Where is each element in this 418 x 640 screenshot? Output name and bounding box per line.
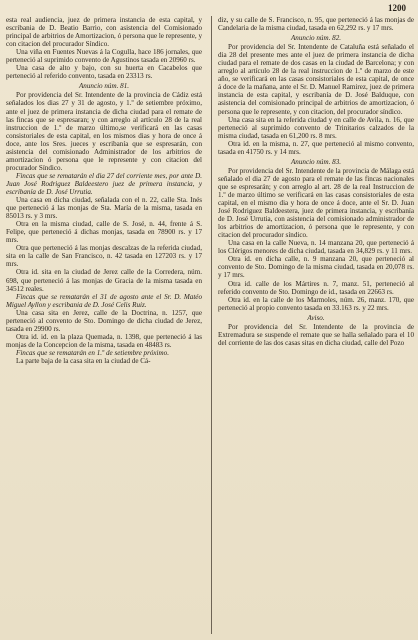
paragraph: Fincas que se rematarán en 1.º de setiembre próximo. — [16, 348, 169, 357]
paragraph: Otra id. en la calle de los Marmoles, núm. 26, manz. 170, que perteneció al propio convento tasada en 33.163 rs. y 22 mrs. — [218, 295, 414, 312]
paragraph: Fincas que se rematarán el dia 27 del corriente mes, por ante D. Juan José Rodriguez Baldeestero juez de primera instancia, y escribanía de D. José Urrutia. — [6, 171, 202, 196]
paragraph: Por providencia del Sr. Intendente de la provincia de Extremadura se suspende el remate que se halla señalado para el 10 del corriente de las dos casas sitas en dicha ciudad, calle del Pozo — [218, 322, 414, 347]
right-column — [218, 16, 414, 636]
paragraph: Fincas que se rematarán el 31 de agosto ante el Sr. D. Matéo Miguel Ayllon y escribania de D. José Celis Ruiz. — [6, 292, 202, 309]
paragraph: Una casa sita en Jerez, calle de la Doctrina, n. 1257, que perteneció al convento de Sto. Domingo de dicha ciudad de Jerez, tasada en 29900 rs. — [6, 308, 202, 333]
column-divider — [211, 16, 212, 634]
paragraph: Una casa en la calle Nueva, n. 14 manzana 20, que perteneció á los Clérigos menores de dicha ciudad, tasada en 34,829 rs. y 11 mrs. — [218, 239, 414, 256]
section-heading: Anuncio núm. 82. — [290, 34, 342, 43]
paragraph: Una casa de alto y bajo, con su huerta en Cacabelos que perteneció al referido convento, tasada en 23313 rs. — [6, 64, 202, 81]
paragraph: Una casa en dicha ciudad, señalada con el n. 22, calle Sta. Inés que perteneció á las monjas de Sta. María de la misma, tasada en 85013 rs. y 3 mrs. — [6, 196, 202, 221]
paragraph: Por providencia del Sr. Intendente de la provincia de Málaga está señalado el dia 27 de agosto para el remate de las fincas nacionales que se espresarán; y con arreglo al art. 28 de la real Instruccion de 1.º de marzo último se verificará en las casas consistoriales de esta capital, en el mismo dia y hora de once á doce, ante el Sr. D. Juan José Rodriguez Baldeestera, juez de primera instancia, y escribanía de D. José Urrutia, con asistencia del comisionado administrador de los arbitrios de amortizacion, ó persona que le represente, y con citacion del procurador síndico. — [218, 166, 414, 240]
paragraph: Otra id. id. en la plaza Quemada, n. 1398, que perteneció á las monjas de la Concepcion de la misma, tasada en 48483 rs. — [6, 332, 202, 349]
section-heading: Aviso. — [307, 313, 325, 322]
paragraph: Otra id. sita en la ciudad de Jerez calle de la Corredera, núm. 698, que perteneció á las monjas de Gracia de la misma tasada en 34512 reales. — [6, 268, 202, 293]
paragraph: Otra id. en la misma, n. 27, que perteneció al mismo convento, tasada en 41750 rs. y 14 mrs. — [218, 139, 414, 156]
paragraph: La parte baja de la casa sita en la ciudad de Cá- — [16, 356, 151, 365]
paragraph: Otra id. en dicha calle, n. 9 manzana 20, que perteneció al convento de Sto. Domingo de la misma ciudad, tasada en 20,078 rs. y 17 mrs. — [218, 255, 414, 280]
paragraph: Una viña en Fuentes Nuevas á la Cogulla, hace 186 jornales, que perteneció al suprimido convento de Agustinos tasada en 20960 rs. — [6, 48, 202, 65]
paragraph: Por providencia del Sr. Intendente de la provincia de Cádiz está señalados los dias 27 y 31 de agosto, y 1.º de setiembre próximo, ante el juez de primera instancia de dicha ciudad para el remate de las fincas que se espresaran; y con arreglo al artículo 28 de la real instruccion de 1.º de marzo último,se verificará en las casas consistoriales de esta capital, en los mismos dias y hora de once á doce, ante los Sres. jueces y escribanía que se espresarán, con asistencia del comisionado Administrador de los arbitrios de amortizacion ó persona que le represente y con citacion del procurador Síndico. — [6, 91, 202, 172]
paragraph: esta real audiencia, juez de primera instancia de esta capital, y escribania de D. Beatio Barrio, con asistencia del Comisionado principal de arbitrios de Amortizacion, ó persona que le represente, y con citacion del procurador Síndico. — [6, 16, 202, 49]
paragraph: Otra en la misma ciudad, calle de S. José, n. 44, frente á S. Felipe, que perteneció á dichas monjas, tasada en 78900 rs. y 17 mrs. — [6, 220, 202, 245]
section-heading: Anuncio núm. 81. — [78, 82, 130, 91]
paragraph: Otra que perteneció á las monjas descalzas de la referida ciudad, sita en la calle de San Francisco, n. 42 tasada en 127203 rs. y 17 mrs. — [6, 244, 202, 269]
section-heading: Anuncio núm. 83. — [290, 157, 342, 166]
paragraph: Una casa sita en la referida ciudad y en calle de Avila, n. 16, que perteneció al suprimido convento de Trinitarios calzados de la misma ciudad, tasada en 61,200 rs. 8 mrs. — [218, 115, 414, 140]
paragraph: Por providencia del Sr. Intendente de Cataluña está señalado el dia 28 del presente mes ante el juez de primera instancia de dicha ciudad para el remate de dos casas en la ciudad de Barcelona; y con arreglo al artículo 28 de la real instruccion de 1.º de marzo de este año, se verificará en las casas consistoriales de esta capital, de once á doce de la mañana, ante el Sr. D. Manuel Ramirez, juez de primera instancia de esta capital, y escribanía de D. José Balduque, con asistencia del comisionado principal de arbitrios de amortizacion, ó persona que le represente, y con citacion, del procurador síndico. — [218, 43, 414, 116]
page-number: 1200 — [388, 3, 406, 13]
left-column — [6, 16, 202, 636]
paragraph: Otra id. calle de los Mártires n. 7, manz. 51, perteneció al referido convento de Sto. Domingo de id., tasada en 22663 rs. — [218, 279, 414, 296]
paragraph: diz, y su calle de S. Francisco, n. 95, que perteneció á las monjas de Candelaria de la misma ciudad, tasada en 62,292 rs. y 17 mrs. — [218, 16, 414, 33]
